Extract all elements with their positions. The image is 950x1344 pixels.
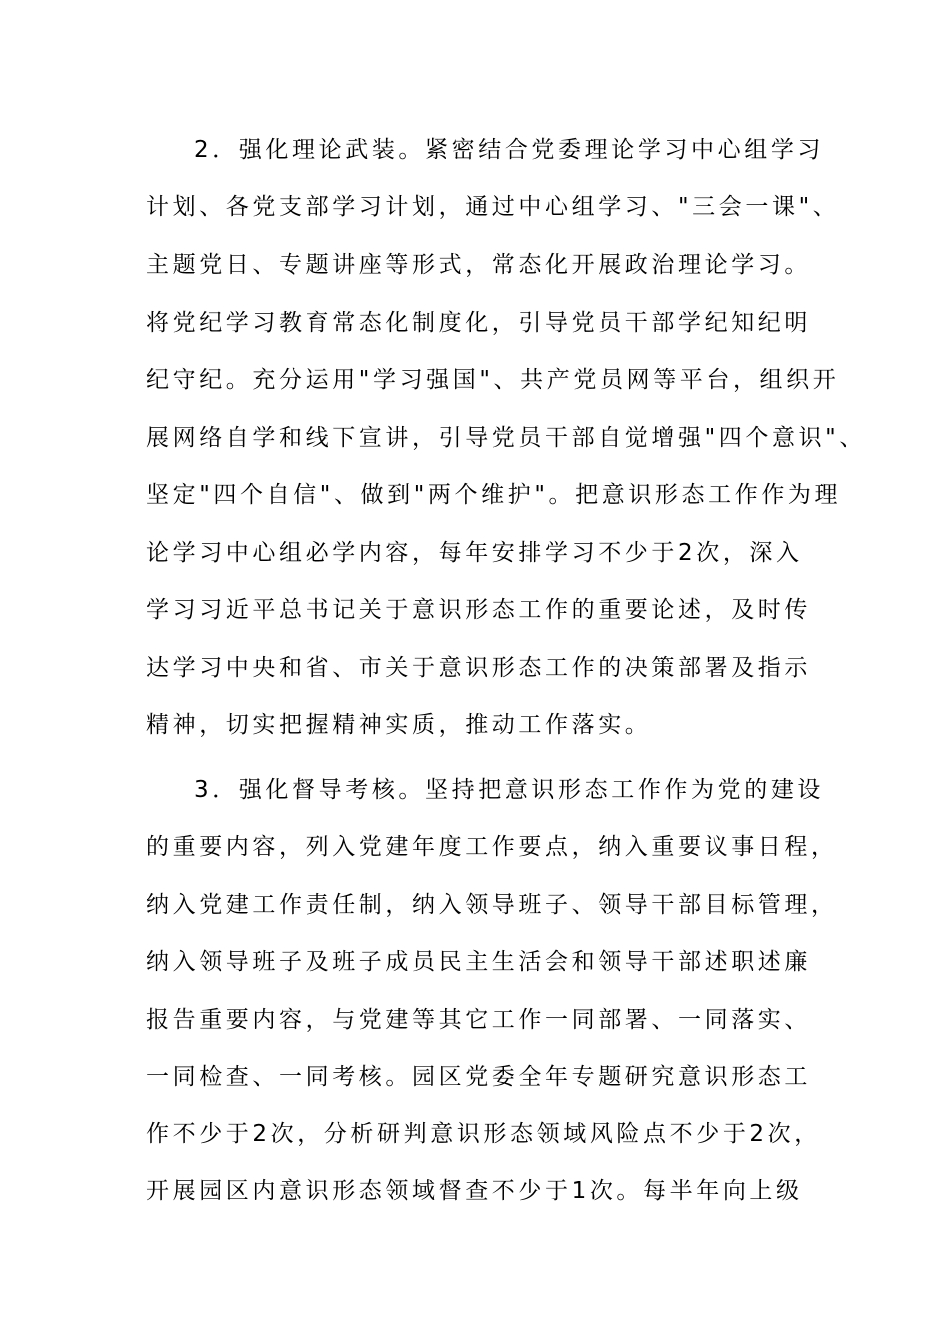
paragraph-line: 展网络自学和线下宣讲，引导党员干部自觉增强"四个意识"、 xyxy=(146,425,866,451)
paragraph-line: 将党纪学习教育常态化制度化，引导党员干部学纪知纪明 xyxy=(146,310,811,336)
paragraph-line: 学习习近平总书记关于意识形态工作的重要论述，及时传 xyxy=(146,597,811,623)
paragraph-line: 一同检查、一同考核。园区党委全年专题研究意识形态工 xyxy=(146,1064,811,1090)
paragraph-line: 主题党日、专题讲座等形式，常态化开展政治理论学习。 xyxy=(146,252,811,278)
paragraph-line: 纪守纪。充分运用"学习强国"、共产党员网等平台，组织开 xyxy=(146,367,840,393)
paragraph-line: 开展园区内意识形态领域督查不少于1次。每半年向上级 xyxy=(146,1178,803,1204)
paragraph-line: 纳入领导班子及班子成员民主生活会和领导干部述职述廉 xyxy=(146,949,811,975)
paragraph-line: 报告重要内容，与党建等其它工作一同部署、一同落实、 xyxy=(146,1007,811,1033)
paragraph-line: 坚定"四个自信"、做到"两个维护"。把意识形态工作作为理 xyxy=(146,482,842,508)
paragraph-line: 3．强化督导考核。坚持把意识形态工作作为党的建设 xyxy=(194,777,825,803)
paragraph-line: 的重要内容，列入党建年度工作要点，纳入重要议事日程， xyxy=(146,834,838,860)
paragraph-line: 2．强化理论武装。紧密结合党委理论学习中心组学习 xyxy=(194,137,825,163)
paragraph-line: 论学习中心组必学内容，每年安排学习不少于2次，深入 xyxy=(146,540,803,566)
paragraph-line: 计划、各党支部学习计划，通过中心组学习、"三会一课"、 xyxy=(146,194,840,220)
paragraph-line: 作不少于2次，分析研判意识形态领域风险点不少于2次， xyxy=(146,1121,821,1147)
paragraph-line: 精神，切实把握精神实质，推动工作落实。 xyxy=(146,712,652,738)
paragraph-line: 达学习中央和省、市关于意识形态工作的决策部署及指示 xyxy=(146,655,811,681)
paragraph-line: 纳入党建工作责任制，纳入领导班子、领导干部目标管理， xyxy=(146,892,838,918)
